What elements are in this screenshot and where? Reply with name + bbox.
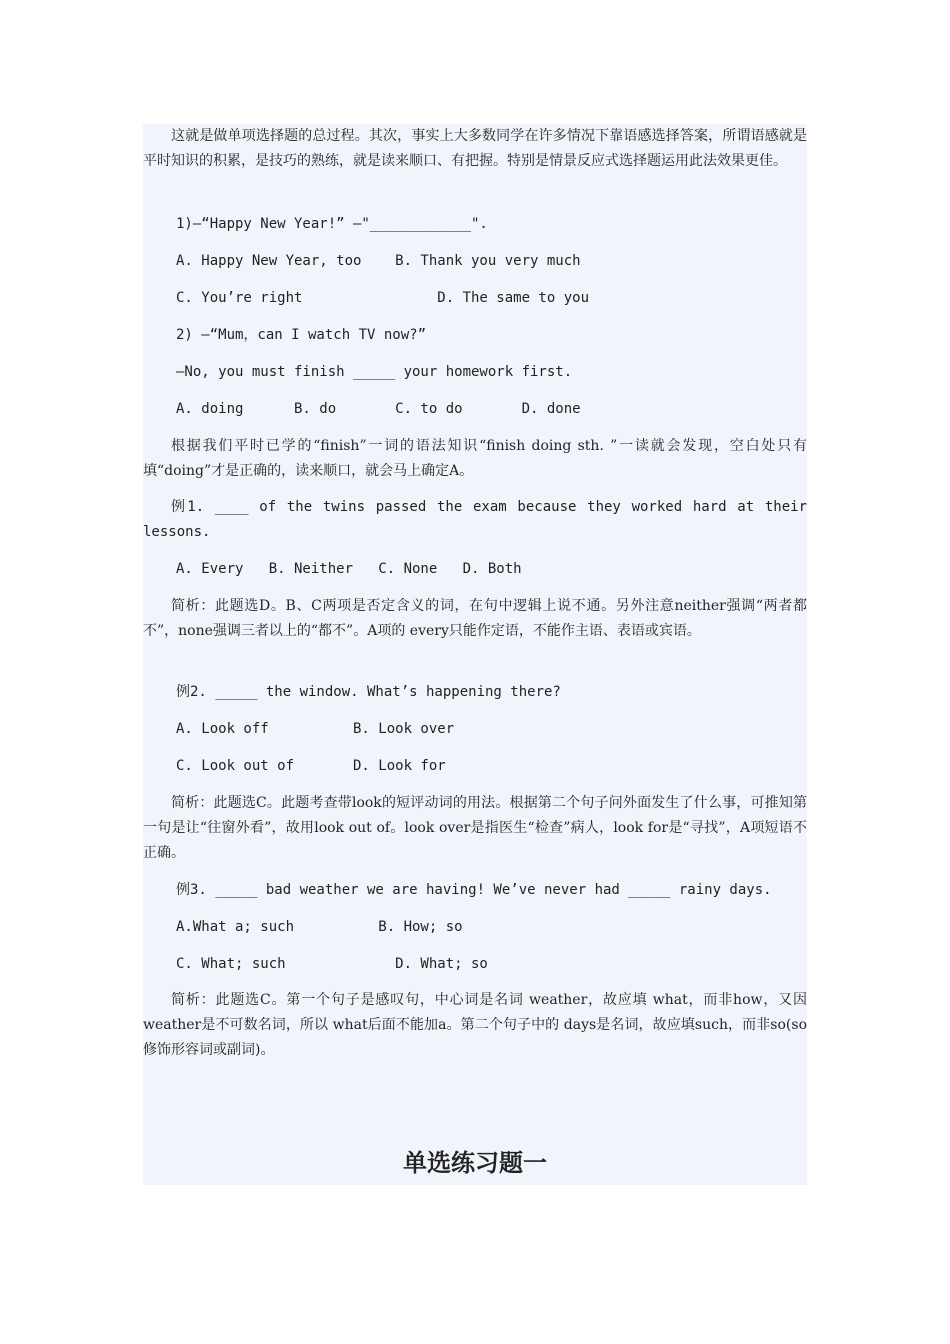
- example-1-stem: 例1. ____ of the twins passed the exam because they worked hard at their lessons.: [143, 499, 807, 540]
- question-2-options: A. doing B. do C. to do D. done: [176, 401, 581, 417]
- example-2-analysis: 简析：此题选C。此题考查带look的短评动词的用法。根据第二个句子问外面发生了什么事，可推知第一句是让“往窗外看”，故用look out of。look over是指医生“检查”病人，look for是“寻找”，A项短语不正确。: [143, 795, 807, 861]
- question-2-reply: —No, you must finish _____ your homework first.: [176, 364, 573, 380]
- example-2-options-cd: C. Look out of D. Look for: [176, 758, 446, 774]
- example-3-options-cd: C. What; such D. What; so: [176, 956, 488, 972]
- example-1-options: A. Every B. Neither C. None D. Both: [176, 561, 522, 577]
- question-2-explanation: 根据我们平时已学的“finish”一词的语法知识“finish doing sth. ”一读就会发现，空白处只有填“doing”才是正确的，读来顺口，就会马上确定A。: [143, 438, 807, 479]
- example-1-analysis: 简析：此题选D。B、C两项是否定含义的词，在句中逻辑上说不通。另外注意neither强调“两者都不”，none强调三者以上的“都不”。A项的 every只能作定语，不能作主语、表语或宾语。: [143, 598, 807, 639]
- intro-paragraph: 这就是做单项选择题的总过程。其次，事实上大多数同学在许多情况下靠语感选择答案，所谓语感就是平时知识的积累，是技巧的熟练，就是读来顺口、有把握。特别是情景反应式选择题运用此法效果更佳。: [143, 128, 807, 169]
- example-3-analysis: 简析：此题选C。第一个句子是感叹句，中心词是名词 weather，故应填 what，而非how，又因 weather是不可数名词，所以 what后面不能加a。第二个句子中的 days是名词，故应填such，而非so(so修饰形容词或副词)。: [143, 992, 807, 1058]
- question-1-stem: 1)—“Happy New Year!” —"____________".: [176, 216, 488, 232]
- question-1-options-ab: A. Happy New Year, too B. Thank you very much: [176, 253, 581, 269]
- question-1-options-cd: C. You’re right D. The same to you: [176, 290, 590, 306]
- question-2-stem: 2) —“Mum，can I watch TV now?”: [176, 327, 427, 343]
- example-3-options-ab: A.What a; such B. How; so: [176, 919, 463, 935]
- example-2-options-ab: A. Look off B. Look over: [176, 721, 455, 737]
- section-title: 单选练习题一: [403, 1149, 547, 1177]
- example-3-stem: 例3. _____ bad weather we are having! We’ve never had _____ rainy days.: [176, 882, 772, 898]
- example-2-stem: 例2. _____ the window. What’s happening there?: [176, 684, 561, 700]
